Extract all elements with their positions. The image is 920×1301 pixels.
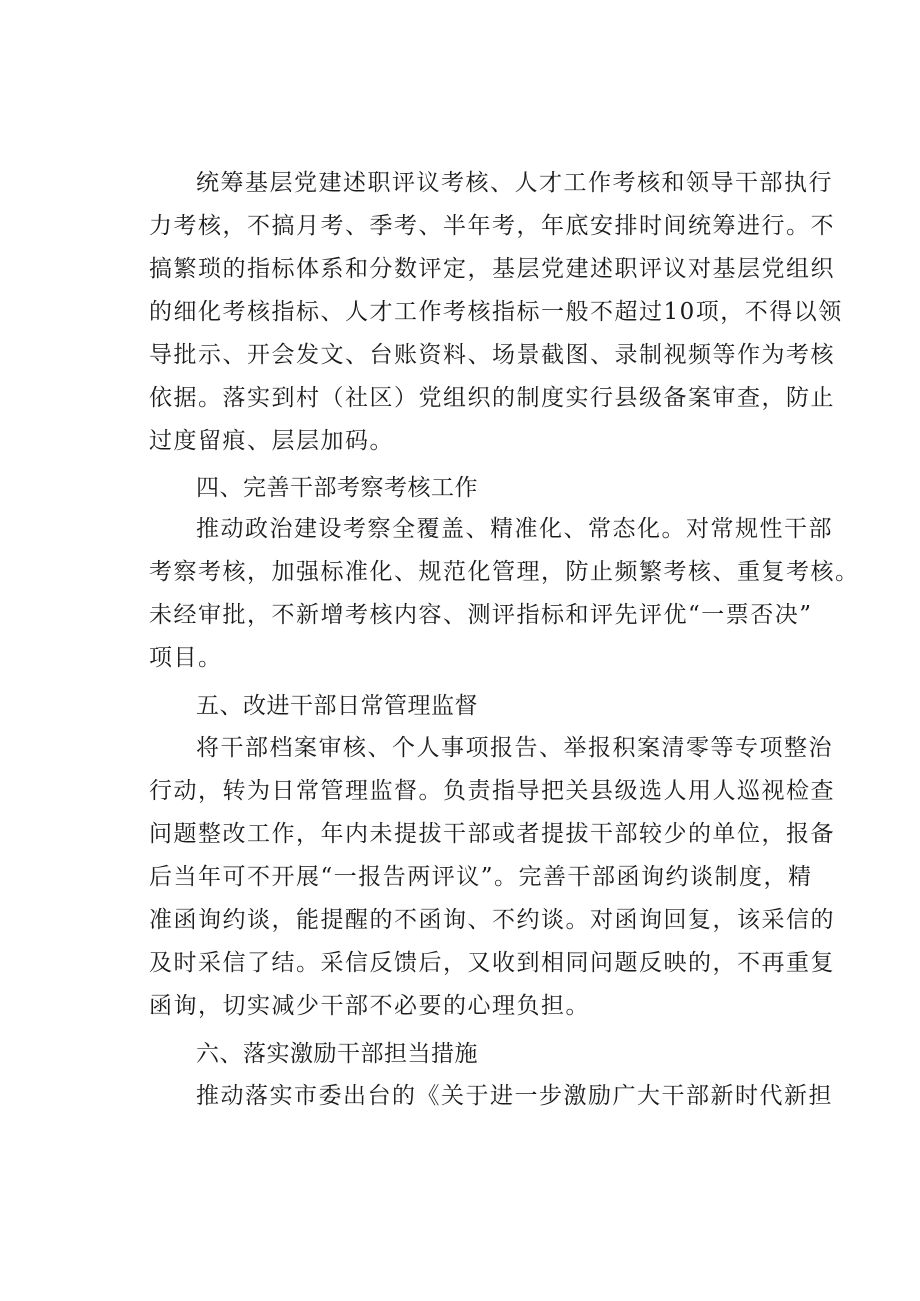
paragraph-line: 项目。 (149, 645, 223, 671)
section-heading: 六、落实激励干部担当措施 (196, 1041, 478, 1067)
paragraph-line: 问题整改工作，年内未提拔干部或者提拔干部较少的单位，报备 (149, 821, 835, 847)
paragraph-line: 的细化考核指标、人才工作考核指标一般不超过10项，不得以领 (149, 299, 843, 325)
paragraph-line: 过度留痕、层层加码。 (149, 428, 394, 454)
paragraph-line: 力考核，不搞月考、季考、半年考，年底安排时间统筹进行。不 (149, 213, 835, 239)
paragraph-line: 搞繁琐的指标体系和分数评定，基层党建述职评议对基层党组织 (149, 256, 835, 282)
paragraph-line: 考察考核，加强标准化、规范化管理，防止频繁考核、重复考核。 (149, 559, 860, 585)
section-heading: 五、改进干部日常管理监督 (196, 693, 478, 719)
paragraph-line: 及时采信了结。采信反馈后，又收到相同问题反映的，不再重复 (149, 950, 835, 976)
section-heading: 四、完善干部考察考核工作 (196, 475, 478, 501)
paragraph-line: 推动落实市委出台的《关于进一步激励广大干部新时代新担 (196, 1083, 833, 1109)
paragraph-line: 统筹基层党建述职评议考核、人才工作考核和领导干部执行 (196, 170, 833, 196)
paragraph-line: 未经审批，不新增考核内容、测评指标和评先评优“一票否决” (149, 602, 813, 628)
paragraph-line: 后当年可不开展“一报告两评议”。完善干部函询约谈制度，精 (149, 864, 813, 890)
paragraph-line: 函询，切实减少干部不必要的心理负担。 (149, 993, 590, 1019)
paragraph-line: 将干部档案审核、个人事项报告、举报积案清零等专项整治 (196, 735, 833, 761)
paragraph-line: 依据。落实到村（社区）党组织的制度实行县级备案审查，防止 (149, 385, 835, 411)
paragraph-line: 推动政治建设考察全覆盖、精准化、常态化。对常规性干部 (196, 516, 833, 542)
paragraph-line: 准函询约谈，能提醒的不函询、不约谈。对函询回复，该采信的 (149, 907, 835, 933)
paragraph-line: 导批示、开会发文、台账资料、场景截图、录制视频等作为考核 (149, 342, 835, 368)
paragraph-line: 行动，转为日常管理监督。负责指导把关县级选人用人巡视检查 (149, 778, 835, 804)
